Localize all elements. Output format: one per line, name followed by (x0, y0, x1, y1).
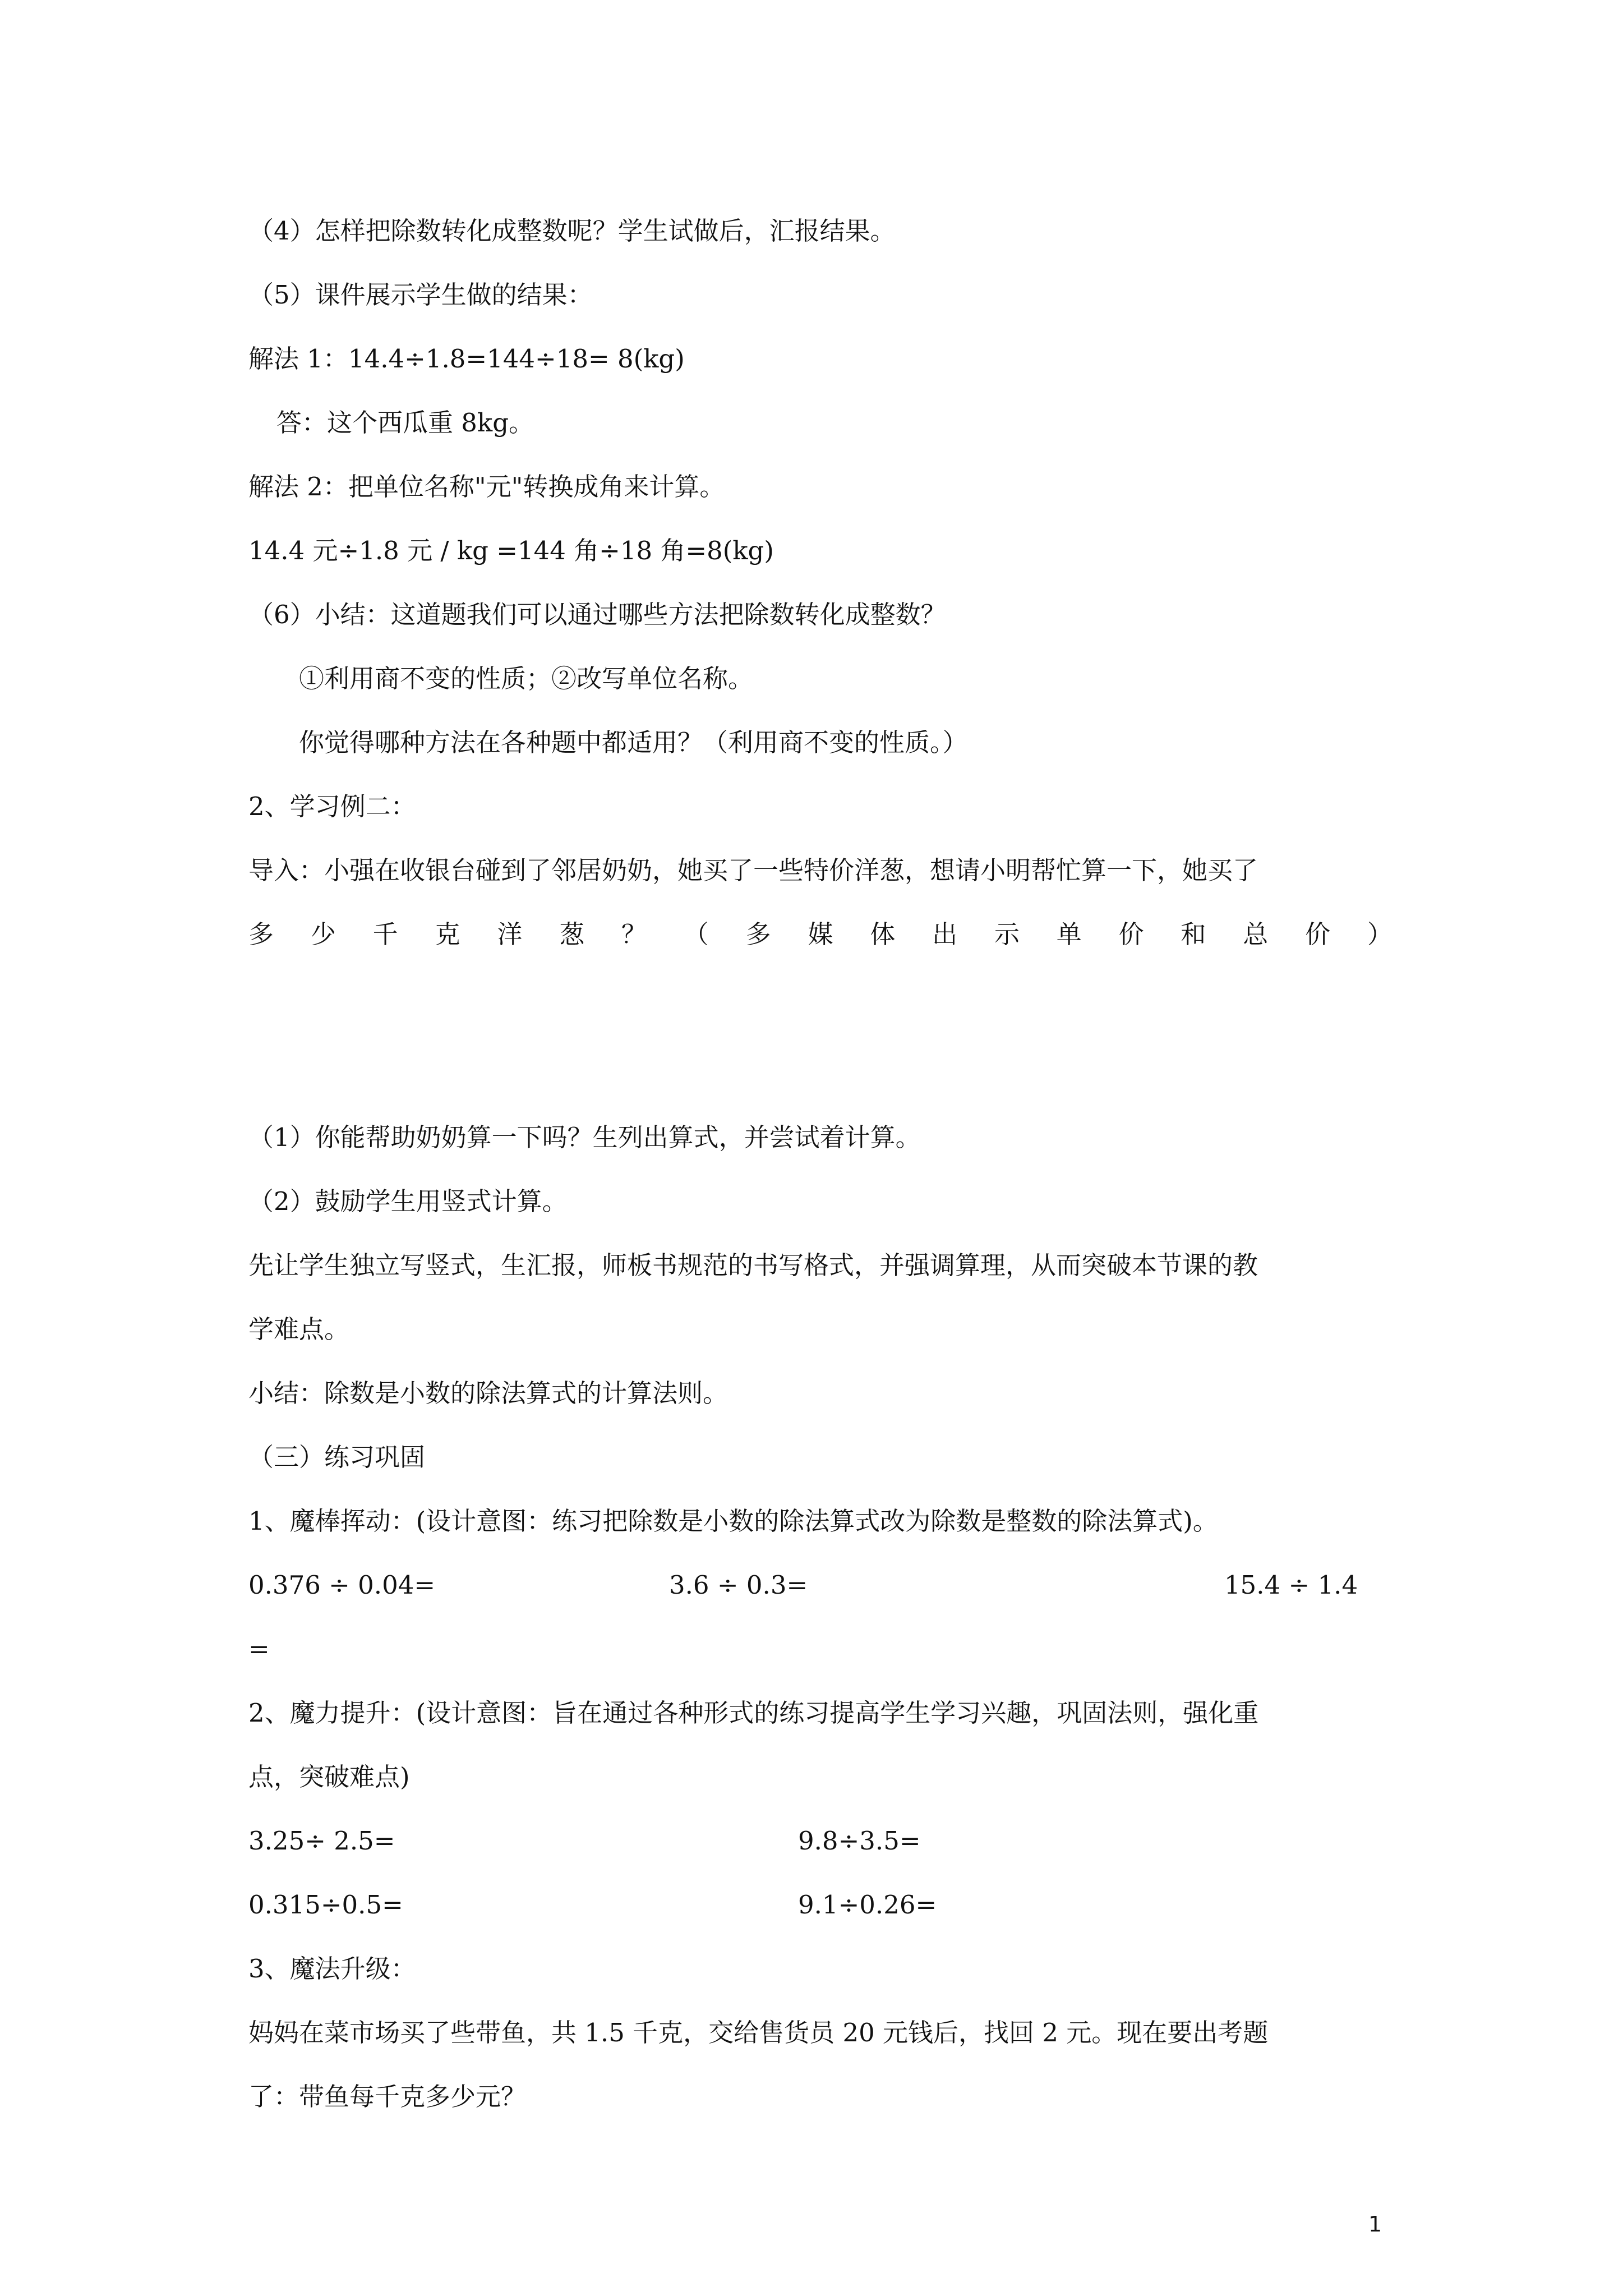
char: 价 (1305, 919, 1331, 949)
text-line: 先让学生独立写竖式，生汇报，师板书规范的书写格式，并强调算理，从而突破本节课的教 (248, 1250, 1258, 1280)
text-line: 解法 2：把单位名称"元"转换成角来计算。 (248, 472, 725, 501)
char: 媒 (808, 919, 833, 949)
char: ） (1367, 919, 1393, 949)
text-line: 小结：除数是小数的除法算式的计算法则。 (248, 1378, 728, 1408)
text-line: （1）你能帮助奶奶算一下吗？生列出算式，并尝试着计算。 (248, 1122, 921, 1152)
section-heading: 3、魔法升级： (248, 1954, 416, 1984)
text-line: 解法 1：14.4÷1.8=144÷18= 8(kg) (248, 344, 685, 374)
text-line: ①利用商不变的性质；②改写单位名称。 (299, 664, 754, 693)
page-number: 1 (1368, 2212, 1382, 2237)
exercise-item: 3.25÷ 2.5= (248, 1826, 395, 1856)
char: 少 (310, 919, 336, 949)
text-line: 答：这个西瓜重 8kg。 (276, 408, 534, 438)
char: 体 (870, 919, 896, 949)
text-line: 14.4 元÷1.8 元 / kg =144 角÷18 角=8(kg) (248, 536, 774, 565)
char: 示 (994, 919, 1020, 949)
text-line: 了：带鱼每千克多少元？ (248, 2082, 527, 2111)
text-line: （4）怎样把除数转化成整数呢？学生试做后，汇报结果。 (248, 216, 896, 246)
char: 总 (1243, 919, 1269, 949)
exercise-item: 0.376 ÷ 0.04= (248, 1570, 436, 1600)
text-line: （2）鼓励学生用竖式计算。 (248, 1186, 568, 1216)
exercise-item: 9.1÷0.26= (798, 1890, 937, 1920)
char: 千 (372, 919, 398, 949)
section-heading: （三）练习巩固 (248, 1442, 426, 1472)
char: 多 (248, 919, 274, 949)
text-line: 妈妈在菜市场买了些带鱼，共 1.5 千克，交给售货员 20 元钱后，找回 2 元。现在要出考题 (248, 2018, 1269, 2047)
exercise-item: 9.8÷3.5= (798, 1826, 921, 1856)
text-line: 1、魔棒挥动：(设计意图：练习把除数是小数的除法算式改为除数是整数的除法算式)。 (248, 1506, 1218, 1536)
text-line: 学难点。 (248, 1314, 350, 1344)
char: 单 (1056, 919, 1082, 949)
text-line: 导入：小强在收银台碰到了邻居奶奶，她买了一些特价洋葱，想请小明帮忙算一下，她买了 (248, 855, 1258, 885)
text-line: = (248, 1634, 270, 1664)
char: 多 (745, 919, 771, 949)
exercise-item: 3.6 ÷ 0.3= (669, 1570, 808, 1600)
text-line: （6）小结：这道题我们可以通过哪些方法把除数转化成整数？ (248, 600, 946, 629)
exercise-item: 15.4 ÷ 1.4 (1224, 1570, 1358, 1600)
text-line: 2、魔力提升：(设计意图：旨在通过各种形式的练习提高学生学习兴趣，巩固法则，强化重 (248, 1698, 1259, 1728)
char: 价 (1118, 919, 1144, 949)
char: 和 (1181, 919, 1206, 949)
section-heading: 2、学习例二： (248, 792, 416, 821)
text-line: （5）课件展示学生做的结果： (248, 280, 593, 310)
text-line: 你觉得哪种方法在各种题中都适用？（利用商不变的性质。） (299, 728, 968, 757)
char: 克 (435, 919, 460, 949)
char: （ (683, 919, 709, 949)
text-line: 点，突破难点) (248, 1762, 410, 1792)
char: 洋 (497, 919, 523, 949)
char: 葱 (559, 919, 585, 949)
exercise-item: 0.315÷0.5= (248, 1890, 403, 1920)
justified-line (248, 918, 1393, 951)
char: ？ (621, 919, 647, 949)
char: 出 (932, 919, 958, 949)
